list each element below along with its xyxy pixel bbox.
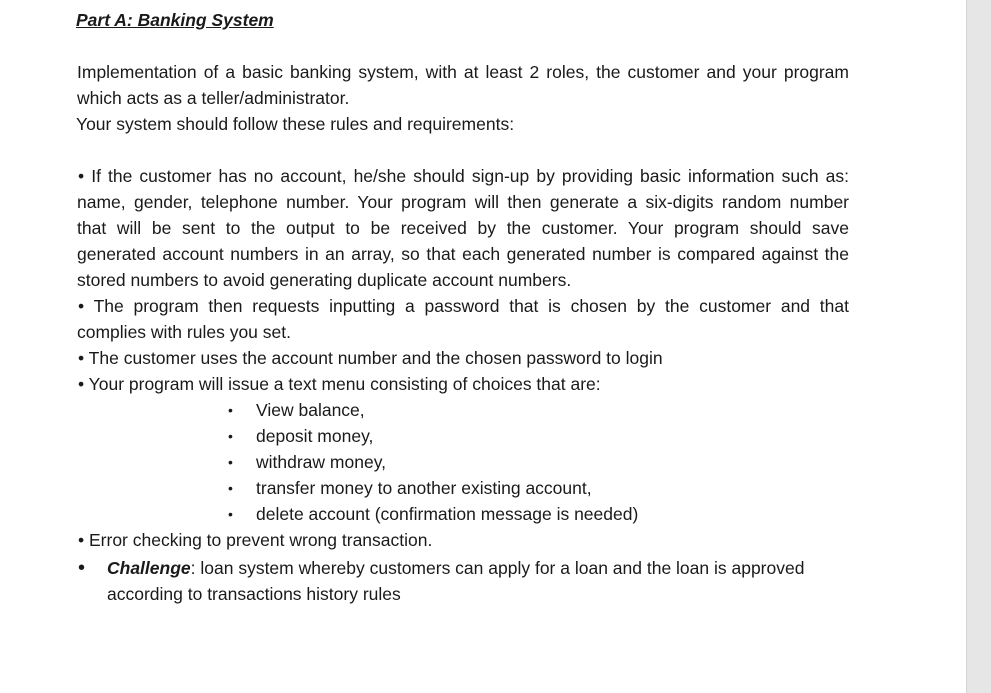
scrollbar-gutter[interactable] — [966, 0, 991, 693]
menu-item-withdraw: withdraw money, — [256, 452, 387, 472]
password-line-2: complies with rules you set. — [77, 322, 291, 342]
bullet-icon: • — [228, 506, 233, 522]
menu-line: • Your program will issue a text menu consisting of choices that are: — [78, 374, 601, 394]
menu-item-transfer: transfer money to another existing account, — [256, 478, 592, 498]
menu-item-delete-account: delete account (confirmation message is needed) — [256, 504, 639, 524]
error-line: • Error checking to prevent wrong transaction. — [78, 530, 433, 550]
menu-item-view-balance: View balance, — [256, 400, 365, 420]
menu-item-deposit: deposit money, — [256, 426, 374, 446]
intro-line-2: which acts as a teller/administrator. — [77, 88, 350, 108]
signup-line-4: generated account numbers in an array, so that each generated number is compared against the — [77, 244, 849, 264]
challenge-line-2: according to transactions history rules — [107, 584, 401, 604]
intro-line-3: Your system should follow these rules and requirements: — [76, 114, 515, 134]
signup-line-3: that will be sent to the output to be received by the customer. Your program should save — [77, 218, 849, 238]
bullet-icon: • — [228, 428, 233, 444]
challenge-label: Challenge — [107, 558, 191, 578]
bullet-icon: • — [228, 480, 233, 496]
password-line-1: • The program then requests inputting a password that is chosen by the customer and that — [78, 296, 849, 316]
signup-line-2: name, gender, telephone number. Your program will then generate a six-digits random number — [77, 192, 849, 212]
signup-line-5: stored numbers to avoid generating duplicate account numbers. — [77, 270, 572, 290]
intro-line-1: Implementation of a basic banking system, with at least 2 roles, the customer and your program — [77, 62, 849, 82]
bullet-icon: • — [228, 402, 233, 418]
bullet-icon: • — [228, 454, 233, 470]
challenge-text: : loan system whereby customers can apply for a loan and the loan is approved — [190, 558, 805, 578]
signup-line-1: • If the customer has no account, he/she should sign-up by providing basic information such as: — [78, 166, 849, 186]
bullet-icon: • — [78, 557, 86, 579]
challenge-line-1 — [107, 555, 804, 581]
section-title: Part A: Banking System — [76, 10, 274, 30]
login-line: • The customer uses the account number and the chosen password to login — [78, 348, 663, 368]
